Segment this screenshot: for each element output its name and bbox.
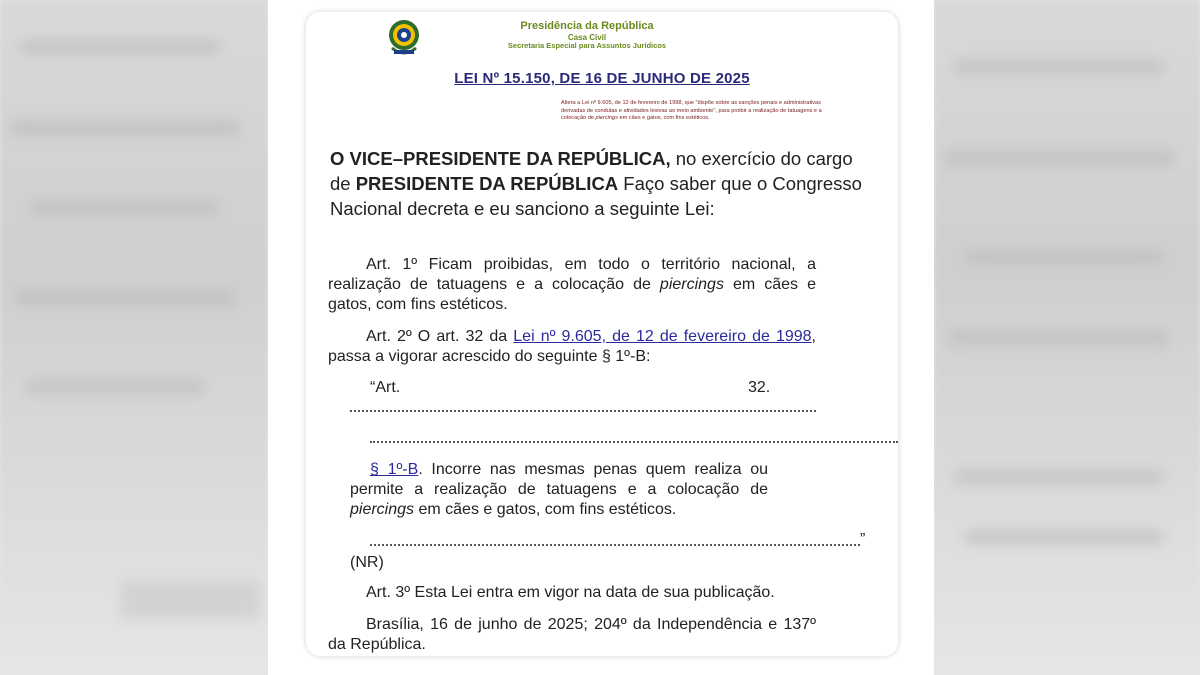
paragraph-1b-italic: piercings xyxy=(350,501,415,518)
summary-italic: piercings xyxy=(595,115,618,122)
quoted-article-header xyxy=(370,378,790,398)
header-institution: Presidência da República xyxy=(520,20,654,32)
document-viewer xyxy=(268,0,934,675)
law-title[interactable]: LEI Nº 15.150, DE 16 DE JUNHO DE 2025 xyxy=(454,70,750,87)
quoted-article-label: “Art. xyxy=(370,379,401,396)
closing-quote: ” xyxy=(860,531,866,548)
law-document xyxy=(306,12,898,656)
preamble-text: no exercício do cargo de xyxy=(330,148,853,194)
dotted-line xyxy=(350,410,816,412)
law-9605-link[interactable]: Lei nº 9.605, de 12 de fevereiro de 1998 xyxy=(513,328,812,345)
summary-text: Altera a Lei nº 9.605, de 12 de fevereiro de 1998, que "dispõe sobre as sanções penais e administrativas derivadas de condutas e atividades lesivas ao meio ambiente", para proibir a realização de tatuagens e a colocação de xyxy=(561,100,822,122)
paragraph-1b-text-end: em cães e gatos, com fins estéticos. xyxy=(414,501,677,518)
article-2-text: Art. 2º O art. 32 da xyxy=(366,328,514,345)
article-2 xyxy=(328,327,816,367)
closing-statement: Brasília, 16 de junho de 2025; 204º da Independência e 137º da República. xyxy=(328,616,816,653)
law-summary xyxy=(561,100,823,123)
paragraph-1b xyxy=(350,460,768,520)
brazil-coat-of-arms-icon xyxy=(386,18,422,58)
article-2-text-end: , passa a vigorar acrescido do seguinte § 1º-B: xyxy=(328,328,816,365)
preamble-bold-president: PRESIDENTE DA REPÚBLICA xyxy=(355,173,619,194)
article-1-text-end: em cães e gatos, com fins estéticos. xyxy=(328,276,816,313)
paragraph-1b-text: . Incorre nas mesmas penas quem realiza ou permite a realização de tatuagens e a colocação de xyxy=(350,461,768,498)
header-office: Casa Civil xyxy=(567,32,607,42)
summary-text-end: em cães e gatos, com fins estéticos. xyxy=(617,115,710,122)
blurred-background-right xyxy=(934,0,1200,675)
dotted-line xyxy=(370,544,860,546)
article-1-text: Art. 1º Ficam proibidas, em todo o território nacional, a realização de tatuagens e a colocação de xyxy=(328,256,816,293)
preamble-bold-vice-president: O VICE–PRESIDENTE DA REPÚBLICA, xyxy=(330,148,671,169)
preamble xyxy=(330,146,870,221)
article-1-italic: piercings xyxy=(659,276,724,293)
article-1 xyxy=(328,255,816,315)
dotted-line xyxy=(370,441,898,443)
document-header xyxy=(502,20,672,50)
article-3: Art. 3º Esta Lei entra em vigor na data de sua publicação. xyxy=(366,584,775,601)
paragraph-1b-link[interactable]: § 1º-B xyxy=(370,461,419,478)
preamble-text-end: Faço saber que o Congresso Nacional decreta e eu sanciono a seguinte Lei: xyxy=(330,173,862,219)
quoted-article-number: 32. xyxy=(748,379,771,396)
header-department: Secretaria Especial para Assuntos Jurídicos xyxy=(507,40,667,50)
blurred-background-left xyxy=(0,0,268,675)
nr-marker: (NR) xyxy=(350,554,384,571)
